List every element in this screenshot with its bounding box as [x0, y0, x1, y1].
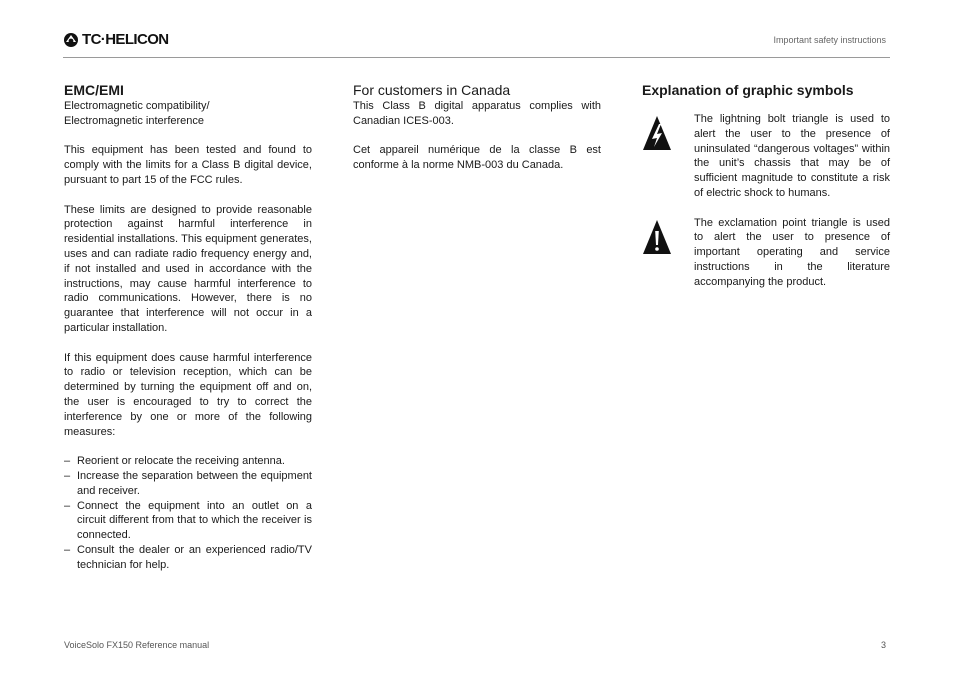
page-number: 3	[880, 640, 886, 650]
brand-logo	[63, 31, 169, 48]
emc-title: EMC/EMI	[64, 82, 124, 98]
emc-subtitle	[64, 99, 312, 129]
exclamation-triangle-icon	[642, 216, 672, 260]
list-item: – Increase the separation between the equipment and receiver.	[64, 469, 312, 497]
list-item: – Consult the dealer or an experienced radio/TV technician for help.	[64, 543, 312, 571]
measure-text: Consult the dealer or an experienced radio/TV technician for help.	[77, 543, 312, 571]
lightning-triangle-icon	[642, 112, 672, 156]
brand-logo-text: TC·HELICON	[82, 31, 169, 48]
section-heading: Important safety instructions	[773, 35, 886, 45]
measure-text: Increase the separation between the equipment and receiver.	[77, 469, 312, 497]
exclamation-symbol-row	[642, 216, 890, 290]
exclamation-symbol-text: The exclamation point triangle is used to alert the user to presence of important operating and service instructions in the literature accompanying the product.	[694, 216, 890, 288]
lightning-symbol-text: The lightning bolt triangle is used to alert the user to the presence of uninsulated “dangerous voltages” within the unit’s chassis that may be of sufficient magnitude to constitute a risk of electric shock to humans.	[694, 113, 890, 199]
measure-text: Connect the equipment into an outlet on a circuit different from that to which the receiver is connected.	[77, 499, 312, 542]
brand-logo-mark-icon	[63, 32, 79, 48]
emc-paragraph-2: These limits are designed to provide reasonable protection against harmful interference in residential installations. This equipment generates, uses and can radiate radio frequency energy and, if not installed and used in accordance with the instructions, may cause harmful interference to radio communications. However, there is no guarantee that interference will not occur in a particular installation.	[64, 203, 312, 334]
emc-paragraph-3: If this equipment does cause harmful interference to radio or television reception, which can be determined by turning the equipment off and on, the user is encouraged to try to correct the interference by one or more of the following measures:	[64, 351, 312, 438]
measures-list	[64, 454, 312, 572]
lightning-symbol-row	[642, 112, 890, 201]
measure-text: Reorient or relocate the receiving antenna.	[77, 455, 285, 468]
emc-subtitle-line2: Electromagnetic interference	[64, 114, 205, 127]
symbols-column	[642, 82, 890, 304]
symbols-title: Explanation of graphic symbols	[642, 82, 854, 98]
canada-paragraph-1: This Class B digital apparatus complies with Canadian ICES-003.	[353, 100, 601, 127]
emc-paragraph-1: This equipment has been tested and found to comply with the limits for a Class B digital device, pursuant to part 15 of the FCC rules.	[64, 144, 312, 186]
canada-column	[353, 82, 601, 188]
emc-column	[64, 82, 312, 573]
canada-paragraph-2: Cet appareil numérique de la classe B est conforme à la norme NMB-003 du Canada.	[353, 144, 601, 172]
footer-manual-title: VoiceSolo FX150 Reference manual	[64, 640, 210, 650]
emc-subtitle-line1: Electromagnetic compatibility/	[64, 100, 210, 112]
header-divider	[63, 57, 890, 58]
list-item: – Connect the equipment into an outlet on a circuit different from that to which the receiver is connected.	[64, 499, 312, 542]
canada-title: For customers in Canada	[353, 82, 511, 98]
list-item: – Reorient or relocate the receiving antenna.	[64, 455, 285, 468]
